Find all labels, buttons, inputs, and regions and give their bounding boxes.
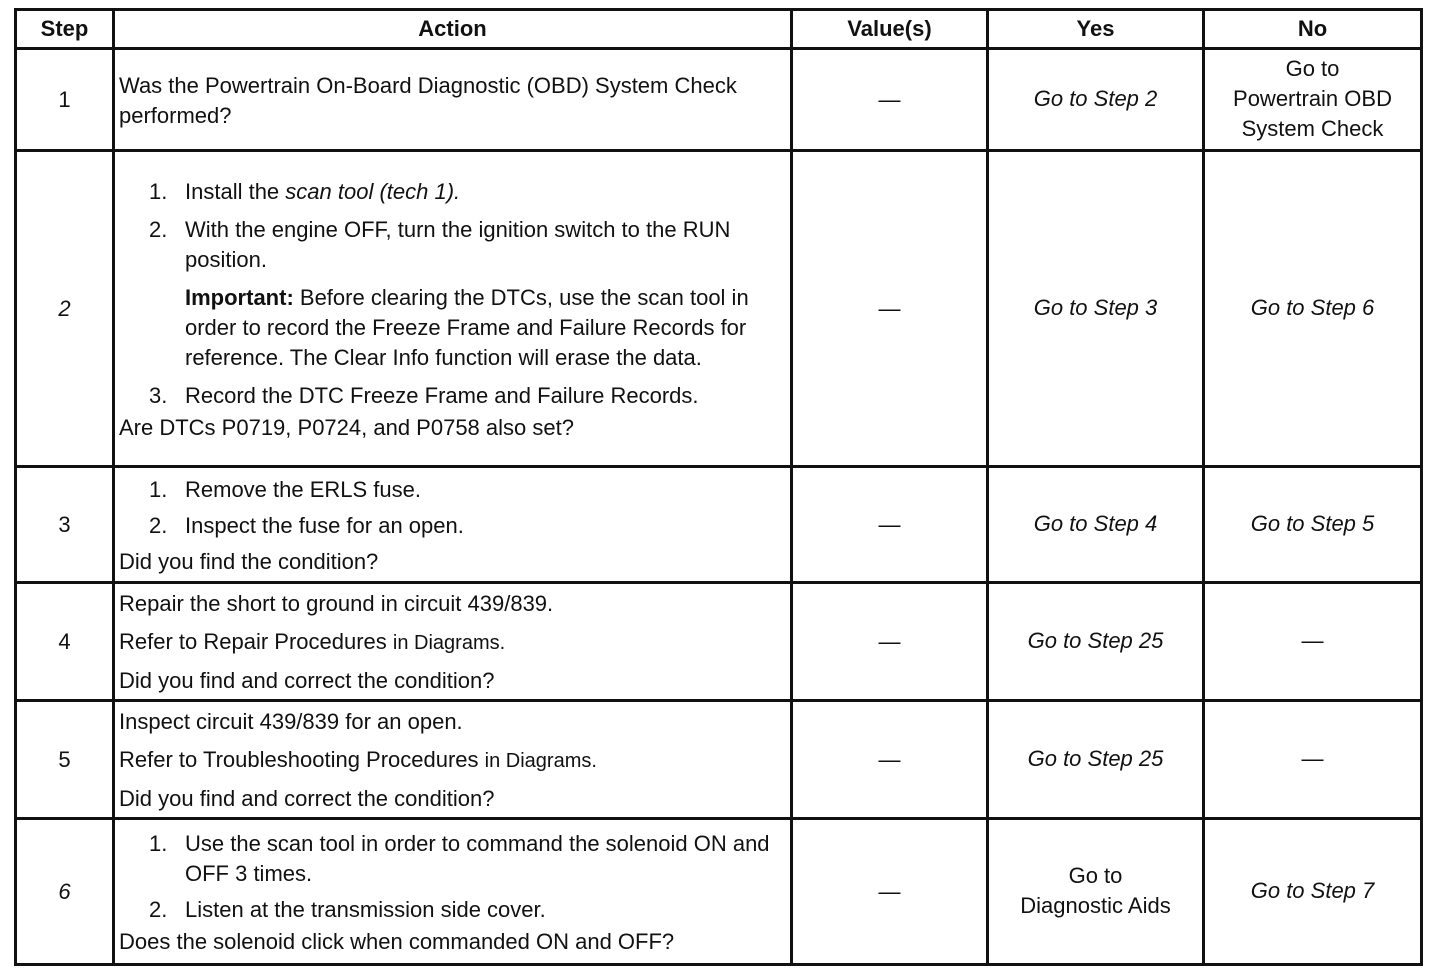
reference-main: Refer to Repair Procedures: [119, 629, 387, 654]
no-goto-line[interactable]: Powertrain OBD: [1233, 85, 1392, 111]
yes-cell: [988, 151, 1204, 467]
action-question: Does the solenoid click when commanded ON and OFF?: [119, 928, 675, 954]
step-text: Use the scan tool in order to command the solenoid ON and OFF 3 times.: [185, 830, 770, 886]
action-reference: [119, 745, 780, 776]
action-line: Repair the short to ground in circuit 439/839.: [119, 591, 554, 616]
step-text: Install the: [185, 178, 280, 204]
action-cell: [114, 151, 792, 467]
step-text: With the engine OFF, turn the ignition switch to the RUN position.: [185, 216, 731, 272]
step-index: 3.: [149, 382, 168, 408]
reference-tail: in Diagrams.: [484, 750, 597, 772]
yes-goto-link[interactable]: Go to Step 2: [1033, 85, 1158, 111]
action-step: [119, 475, 780, 505]
step-text: Inspect the fuse for an open.: [185, 512, 464, 538]
yes-goto-link[interactable]: Go to Step 25: [1027, 627, 1164, 653]
reference-main: Refer to Troubleshooting Procedures: [119, 747, 479, 772]
step-number: 3: [16, 467, 114, 583]
no-goto-line[interactable]: Go to: [1285, 55, 1340, 81]
action-question: Did you find and correct the condition?: [119, 786, 495, 811]
action-step: [119, 381, 780, 411]
action-steps: [119, 475, 780, 541]
value-cell: —: [792, 701, 988, 819]
no-cell: [1204, 151, 1422, 467]
reference-tail: in Diagrams.: [392, 632, 506, 654]
no-cell: —: [1204, 701, 1422, 819]
header-yes: Yes: [988, 10, 1204, 49]
step-index: 1.: [149, 476, 168, 502]
action-cell: [114, 49, 792, 151]
step-index: 1.: [149, 178, 168, 204]
important-text: Before clearing the DTCs, use the scan tool in order to record the Freeze Frame and Failure Records for reference. The Clear Info function will erase the data.: [185, 284, 749, 370]
action-question: Did you find the condition?: [119, 548, 379, 574]
table-row: [16, 467, 1422, 583]
step-number: 6: [16, 819, 114, 965]
table-row: [16, 49, 1422, 151]
no-goto-link[interactable]: Go to Step 5: [1250, 510, 1375, 536]
action-step: [119, 511, 780, 541]
value-cell: —: [792, 583, 988, 701]
header-step: Step: [16, 10, 114, 49]
no-cell: [1204, 467, 1422, 583]
important-note: [119, 283, 780, 373]
table-row: [16, 151, 1422, 467]
action-question: Are DTCs P0719, P0724, and P0758 also set?: [119, 414, 574, 440]
action-question: Was the Powertrain On-Board Diagnostic (OBD) System Check performed?: [119, 72, 737, 128]
step-index: 2.: [149, 216, 168, 242]
step-index: 2.: [149, 896, 168, 922]
action-reference: [119, 627, 780, 658]
step-text: Listen at the transmission side cover.: [185, 896, 546, 922]
header-action: Action: [114, 10, 792, 49]
header-row: [16, 10, 1422, 49]
diagnostic-table: [14, 8, 1423, 966]
action-line: Inspect circuit 439/839 for an open.: [119, 709, 463, 734]
step-index: 1.: [149, 830, 168, 856]
value-cell: —: [792, 49, 988, 151]
no-cell: —: [1204, 583, 1422, 701]
important-label: Important:: [185, 284, 294, 310]
no-cell: [1204, 49, 1422, 151]
header-no: No: [1204, 10, 1422, 49]
value-cell: —: [792, 819, 988, 965]
no-goto-link[interactable]: Go to Step 7: [1250, 877, 1375, 903]
yes-goto-line[interactable]: Go to: [1068, 862, 1123, 888]
yes-goto-line[interactable]: Diagnostic Aids: [1020, 892, 1171, 918]
value-cell: —: [792, 467, 988, 583]
step-number: 4: [16, 583, 114, 701]
yes-cell: [988, 701, 1204, 819]
action-step: [119, 215, 780, 275]
header-values: Value(s): [792, 10, 988, 49]
action-question: Did you find and correct the condition?: [119, 668, 495, 693]
yes-goto-link[interactable]: Go to Step 4: [1033, 510, 1158, 536]
action-step: [119, 829, 780, 889]
yes-cell: [988, 819, 1204, 965]
action-steps: [119, 177, 780, 411]
action-cell: [114, 819, 792, 965]
action-steps: [119, 829, 780, 925]
action-step: [119, 177, 780, 207]
step-number: 5: [16, 701, 114, 819]
action-cell: [114, 467, 792, 583]
yes-cell: [988, 49, 1204, 151]
step-text: Remove the ERLS fuse.: [185, 476, 422, 502]
table-row: [16, 583, 1422, 701]
no-cell: [1204, 819, 1422, 965]
step-number: 1: [16, 49, 114, 151]
table-row: [16, 701, 1422, 819]
action-cell: [114, 583, 792, 701]
yes-goto-link[interactable]: Go to Step 3: [1033, 294, 1158, 320]
step-text: Record the DTC Freeze Frame and Failure Records.: [185, 382, 699, 408]
step-number: 2: [16, 151, 114, 467]
action-cell: [114, 701, 792, 819]
no-goto-link[interactable]: Go to Step 6: [1250, 294, 1375, 320]
step-index: 2.: [149, 512, 168, 538]
scan-tool-term: scan tool (tech 1).: [285, 178, 461, 204]
yes-cell: [988, 583, 1204, 701]
value-cell: —: [792, 151, 988, 467]
action-step: [119, 895, 780, 925]
table-row: [16, 819, 1422, 965]
yes-cell: [988, 467, 1204, 583]
yes-goto-link[interactable]: Go to Step 25: [1027, 745, 1164, 771]
no-goto-line[interactable]: System Check: [1241, 115, 1384, 141]
